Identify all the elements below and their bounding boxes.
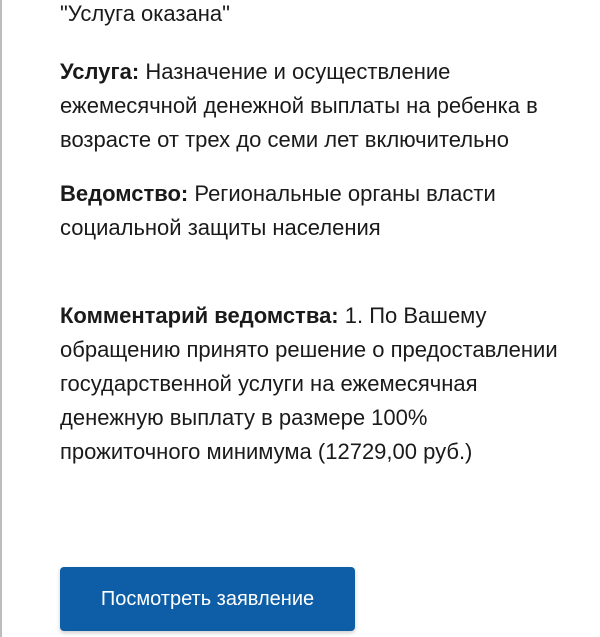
comment-value: 1. По Вашему обращению принято решение о предоставлении государственной услуги на ежемесячная денежную выплату в размере 100% прожиточного минимума (12729,00 руб.) (60, 303, 558, 464)
comment-label: Комментарий ведомства: (60, 303, 339, 328)
service-value: Назначение и осуществление ежемесячной денежной выплаты на ребенка в возрасте от трех до семи лет включительно (60, 59, 538, 152)
agency-field (60, 177, 560, 245)
agency-value: Региональные органы власти социальной защиты населения (60, 181, 496, 240)
comment-field (60, 299, 560, 469)
status-text: "Услуга оказана" (60, 1, 230, 26)
service-field (60, 55, 560, 157)
view-application-button[interactable]: Посмотреть заявление (60, 567, 355, 631)
service-label: Услуга: (60, 59, 140, 84)
application-details (60, 0, 560, 469)
agency-label: Ведомство: (60, 181, 189, 206)
left-border (0, 0, 2, 637)
